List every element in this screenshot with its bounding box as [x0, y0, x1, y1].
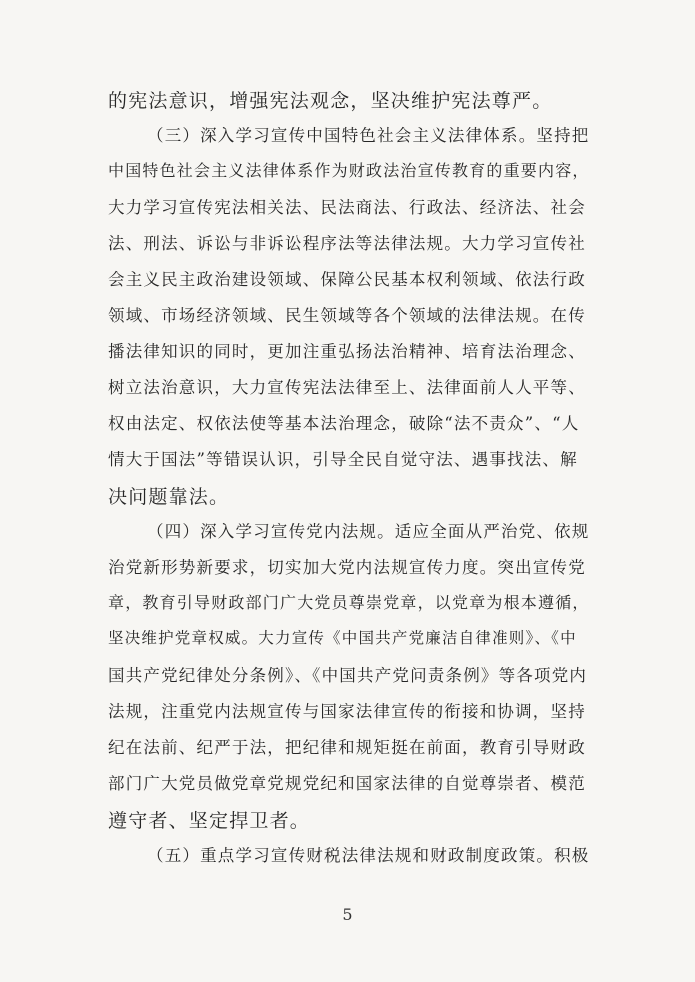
text-line: 部门广大党员做党章党规党纪和国家法律的自觉尊崇者、模范: [108, 774, 586, 793]
text-line: 权由法定、权依法使等基本法治理念，破除“法不责众”、“人: [108, 414, 580, 433]
text-line: 的宪法意识，增强宪法观念，坚决维护宪法尊严。: [108, 90, 553, 112]
text-line: 法规，注重党内法规宣传与国家法律宣传的衔接和协调，坚持: [108, 702, 586, 721]
text-line: 播法律知识的同时，更加注重弘扬法治精神、培育法治理念、: [108, 342, 586, 361]
text-line: 会主义民主政治建设领域、保障公民基本权利领域、依法行政: [108, 270, 586, 289]
text-line: （五）重点学习宣传财税法律法规和财政制度政策。积极: [147, 846, 590, 865]
text-line: 治党新形势新要求，切实加大党内法规宣传力度。突出宣传党: [108, 558, 586, 577]
text-line: 决问题靠法。: [108, 486, 230, 508]
text-line: 大力学习宣传宪法相关法、民法商法、行政法、经济法、社会: [108, 198, 586, 217]
text-line: 遵守者、坚定捍卫者。: [108, 810, 311, 832]
text-line: 章，教育引导财政部门广大党员尊崇党章，以党章为根本遵循，: [108, 593, 590, 612]
text-line: 树立法治意识，大力宣传宪法法律至上、法律面前人人平等、: [108, 378, 586, 397]
text-line: 法、刑法、诉讼与非诉讼程序法等法律法规。大力学习宣传社: [108, 234, 586, 253]
text-line: 情大于国法”等错误认识，引导全民自觉守法、遇事找法、解: [108, 450, 578, 469]
page-number: 5: [342, 905, 353, 924]
text-line: 国共产党纪律处分条例》、《中国共产党问责条例》等各项党内: [108, 666, 588, 685]
text-line: 坚决维护党章权威。大力宣传《中国共产党廉洁自律准则》、《中: [108, 629, 577, 647]
text-line: 领域、市场经济领域、民生领域等各个领域的法律法规。在传: [108, 306, 586, 325]
text-line: （四）深入学习宣传党内法规。适应全面从严治党、依规: [147, 522, 590, 541]
text-line: 纪在法前、纪严于法，把纪律和规矩挺在前面，教育引导财政: [108, 738, 586, 757]
text-line: 中国特色社会主义法律体系作为财政法治宣传教育的重要内容，: [108, 161, 590, 180]
text-line: （三）深入学习宣传中国特色社会主义法律体系。坚持把: [147, 126, 590, 145]
